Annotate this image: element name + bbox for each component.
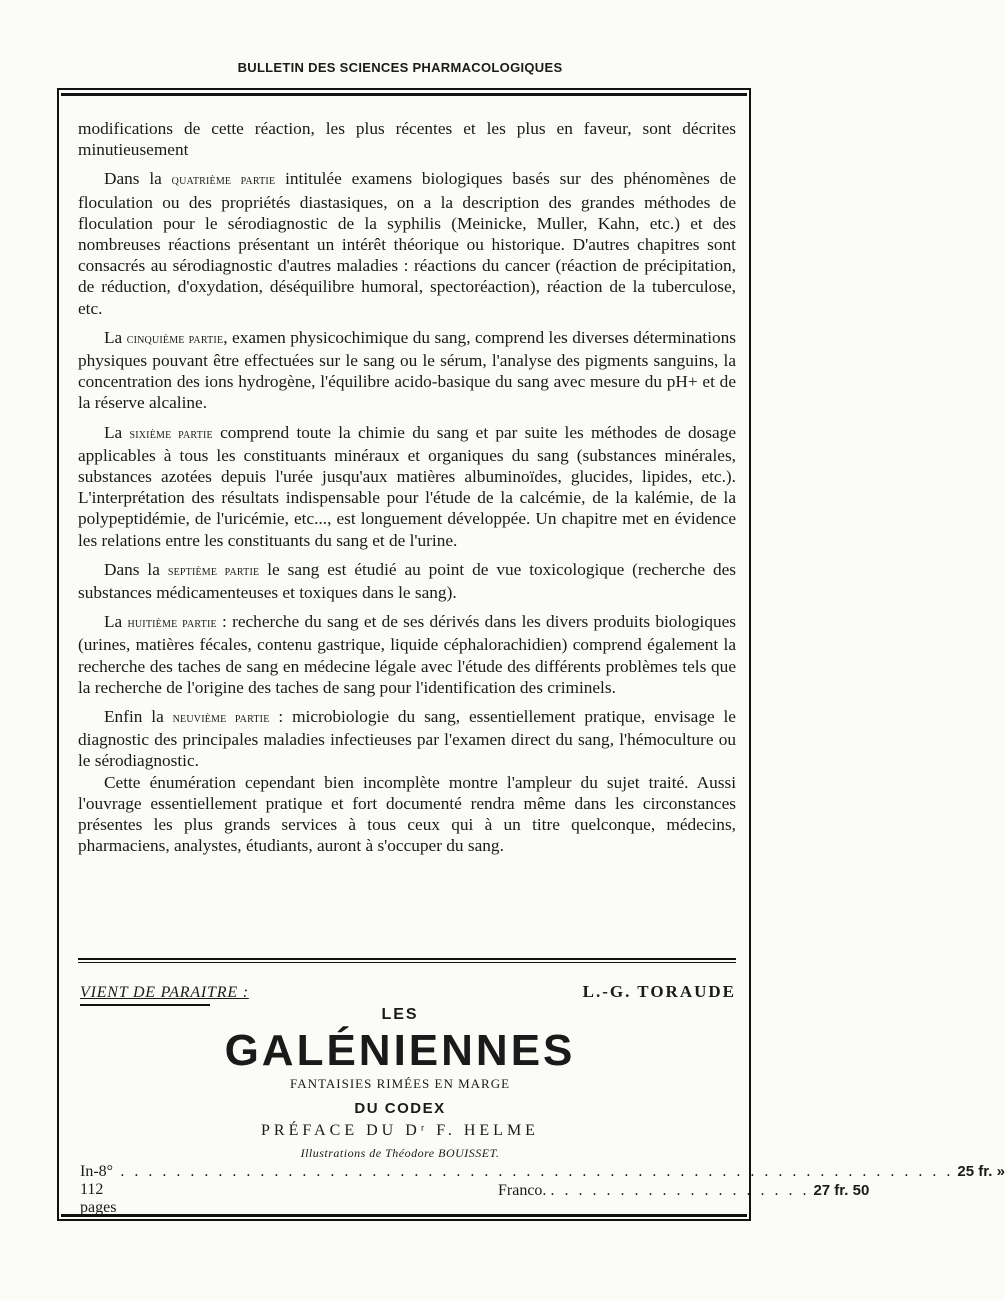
paragraph-3	[78, 327, 736, 414]
review-body	[78, 118, 736, 865]
p3-part-name: cinquième partie	[126, 330, 224, 347]
book-subtitle: FANTAISIES RIMÉES EN MARGE	[289, 1076, 511, 1091]
paragraph-5	[78, 559, 736, 603]
p7-lead: Enfin la	[104, 707, 173, 727]
dot-leader: . . . . . . . . . . . . . . . . . . . . . . . . . . . . . . . . . . . . . . . . . . . . . . . . . . . . . . . . . . . .	[120, 1163, 954, 1180]
paragraph-6	[78, 611, 736, 698]
p7-part-name: neuvième partie	[172, 710, 270, 727]
running-title: BULLETIN DES SCIENCES PHARMACOLOGIQUES	[237, 60, 563, 75]
p5-text: le sang est étudié au point de vue toxicologique (recherche des substances médicamenteuses et toxiques dans le sang).	[78, 559, 736, 603]
price-main: 25 fr. »	[957, 1163, 1005, 1180]
p6-text: : recherche du sang et de ses dérivés dans les divers produits biologiques (urines, matières fécales, contenu gastrique, liquide céphalorachidien) comprend également la recherche des taches de sang en médecine légale avec l'étude des différents problèmes tels que la recherche de l'origine des taches de sang pour l'identification des criminels.	[78, 612, 736, 697]
p7-text: : microbiologie du sang, essentiellement pratique, envisage le diagnostic des principales maladies infectieuses par l'examen direct du sang, l'hémoculture ou le sérodiagnostic.	[78, 707, 736, 771]
p3-lead: La	[104, 327, 127, 347]
author-name: L.-G. TORAUDE	[582, 982, 736, 1001]
p1-text: modifications de cette réaction, les plus récentes et les plus en faveur, sont décrites minutieusement	[78, 119, 736, 160]
p5-part-name: septième partie	[167, 562, 260, 579]
dot-leader-franco: . . . . . . . . . . . . . . . . . . .	[550, 1182, 810, 1199]
book-title-article: LES	[381, 1006, 419, 1023]
paragraph-8	[78, 772, 736, 857]
announce-label: VIENT DE PARAITRE :	[80, 984, 249, 1001]
format-label: In-8° 112 pages	[80, 1163, 117, 1216]
book-subtitle-codex: DU CODEX	[354, 1100, 446, 1117]
paragraph-7	[78, 706, 736, 772]
paragraph-4	[78, 422, 736, 551]
p8-text: Cette énumération cependant bien incomplète montre l'ampleur du sujet traité. Aussi l'ouvrage essentiellement pratique et fort documenté rendra même dans les circonstances présentes les plus grands services à tous ceux qui à un titre quelconque, médecins, pharmaciens, analystes, étudiants, auront à s'occuper du sang.	[78, 772, 736, 856]
franco-label: Franco.	[498, 1182, 547, 1199]
frame-top-rule	[61, 93, 747, 96]
p5-lead: Dans la	[104, 559, 168, 579]
advert-separator-rule	[78, 958, 736, 963]
illustrations-credit: Illustrations de Théodore BOUISSET.	[300, 1146, 500, 1160]
paragraph-2	[78, 168, 736, 318]
preface-credit: PRÉFACE DU Dʳ F. HELME	[261, 1122, 539, 1139]
p2-lead: Dans la	[104, 169, 172, 189]
p6-part-name: huitième partie	[127, 615, 217, 632]
p4-lead: La	[104, 422, 130, 442]
book-title: GALÉNIENNES	[224, 1026, 576, 1075]
p3-text: , examen physicochimique du sang, comprend les diverses déterminations physiques pouvant être effectuées sur le sang ou le sérum, l'analyse des pigments sanguins, la concentration des ions hydrogène, l'équilibre acido-basique du sang avec mesure du pH+ et de la réserve alcaline.	[78, 327, 737, 413]
p6-lead: La	[104, 612, 128, 632]
p2-text: intitulée examens biologiques basés sur des phénomènes de floculation ou des propriétés diastasiques, on a la description des grandes méthodes de floculation pour le sérodiagnostic de la syphilis (Meinicke, Muller, Kahn, etc.) et des nombreuses réactions présentant un intérêt théorique ou historique. D'autres chapitres sont consacrés au sérodiagnostic d'autres maladies : réactions du cancer (réaction de précipitation, de réduction, d'oxydation, déséquilibre humoral, spectoréaction), réaction de la tuberculose, etc.	[78, 169, 736, 318]
price-franco: 27 fr. 50	[813, 1182, 870, 1199]
p2-part-name: quatrième partie	[171, 172, 276, 189]
price-row-franco	[498, 1182, 870, 1200]
p4-part-name: sixième partie	[129, 425, 213, 442]
paragraph-1	[78, 118, 736, 160]
p4-text: comprend toute la chimie du sang et par suite les méthodes de dosage applicables à tous les constituants minéraux et organiques du sang (substances minérales, substances azotées depuis l'urée jusqu'aux matières albuminoïdes, glucides, lipides, etc.). L'interprétation des résultats indispensable pour l'étude de la calcémie, de la kalémie, de la polypeptidémie, de l'uricémie, etc..., est longuement développée. Un chapitre met en évidence les relations entre les constituants du sang et de l'urine.	[78, 422, 736, 550]
